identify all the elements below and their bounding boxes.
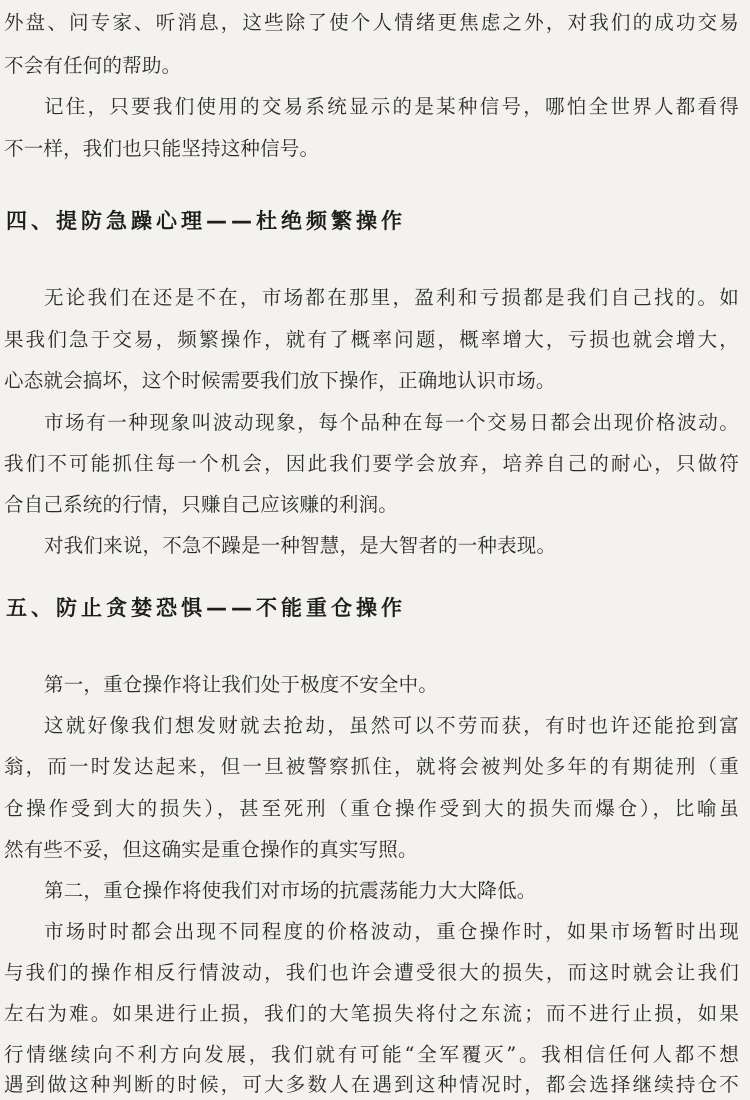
text-line: 心态就会搞坏，这个时候需要我们放下操作，正确地认识市场。 [4, 369, 556, 392]
text-line: 行情继续向不利方向发展，我们就有可能“全军覆灭”。我相信任何人都不想 [4, 1043, 739, 1066]
section-heading: 四、提防急躁心理——杜绝频繁操作 [6, 209, 406, 233]
text-line: 然有些不妥，但这确实是重仓操作的真实写照。 [4, 838, 418, 861]
text-line: 遇到做这种判断的时候，可大多数人在遇到这种情况时，都会选择继续持仓不 [4, 1073, 739, 1096]
text-line: 我们不可能抓住每一个机会，因此我们要学会放弃，培养自己的耐心，只做符 [4, 452, 739, 475]
text-line: 外盘、问专家、听消息，这些除了使个人情绪更焦虑之外，对我们的成功交易 [4, 11, 739, 34]
text-line: 记住，只要我们使用的交易系统显示的是某种信号，哪怕全世界人都看得 [44, 95, 739, 118]
text-line: 对我们来说，不急不躁是一种智慧，是大智者的一种表现。 [44, 534, 557, 557]
text-line: 仓操作受到大的损失），甚至死刑（重仓操作受到大的损失而爆仓），比喻虽 [4, 797, 739, 820]
text-line: 与我们的操作相反行情波动，我们也许会遭受很大的损失，而这时就会让我们 [4, 961, 739, 984]
text-line: 左右为难。如果进行止损，我们的大笔损失将付之东流；而不进行止损，如果 [4, 1002, 739, 1025]
section-heading: 五、防止贪婪恐惧——不能重仓操作 [6, 596, 406, 620]
text-line: 第二，重仓操作将使我们对市场的抗震荡能力大大降低。 [44, 879, 537, 902]
text-line: 市场时时都会出现不同程度的价格波动，重仓操作时，如果市场暂时出现 [44, 920, 739, 943]
text-line: 合自己系统的行情，只赚自己应该赚的利润。 [4, 493, 399, 516]
text-line: 翁，而一时发达起来，但一旦被警察抓住，就将会被判处多年的有期徒刑（重 [4, 755, 739, 778]
text-line: 果我们急于交易，频繁操作，就有了概率问题，概率增大，亏损也就会增大， [4, 328, 739, 351]
text-line: 这就好像我们想发财就去抢劫，虽然可以不劳而获，有时也许还能抢到富 [44, 714, 739, 737]
text-line: 不会有任何的帮助。 [4, 54, 182, 77]
text-line: 市场有一种现象叫波动现象，每个品种在每一个交易日都会出现价格波动。 [44, 411, 739, 434]
text-line: 第一，重仓操作将让我们处于极度不安全中。 [44, 673, 439, 696]
text-line: 不一样，我们也只能坚持这种信号。 [4, 137, 320, 160]
text-line: 无论我们在还是不在，市场都在那里，盈利和亏损都是我们自己找的。如 [44, 286, 739, 309]
